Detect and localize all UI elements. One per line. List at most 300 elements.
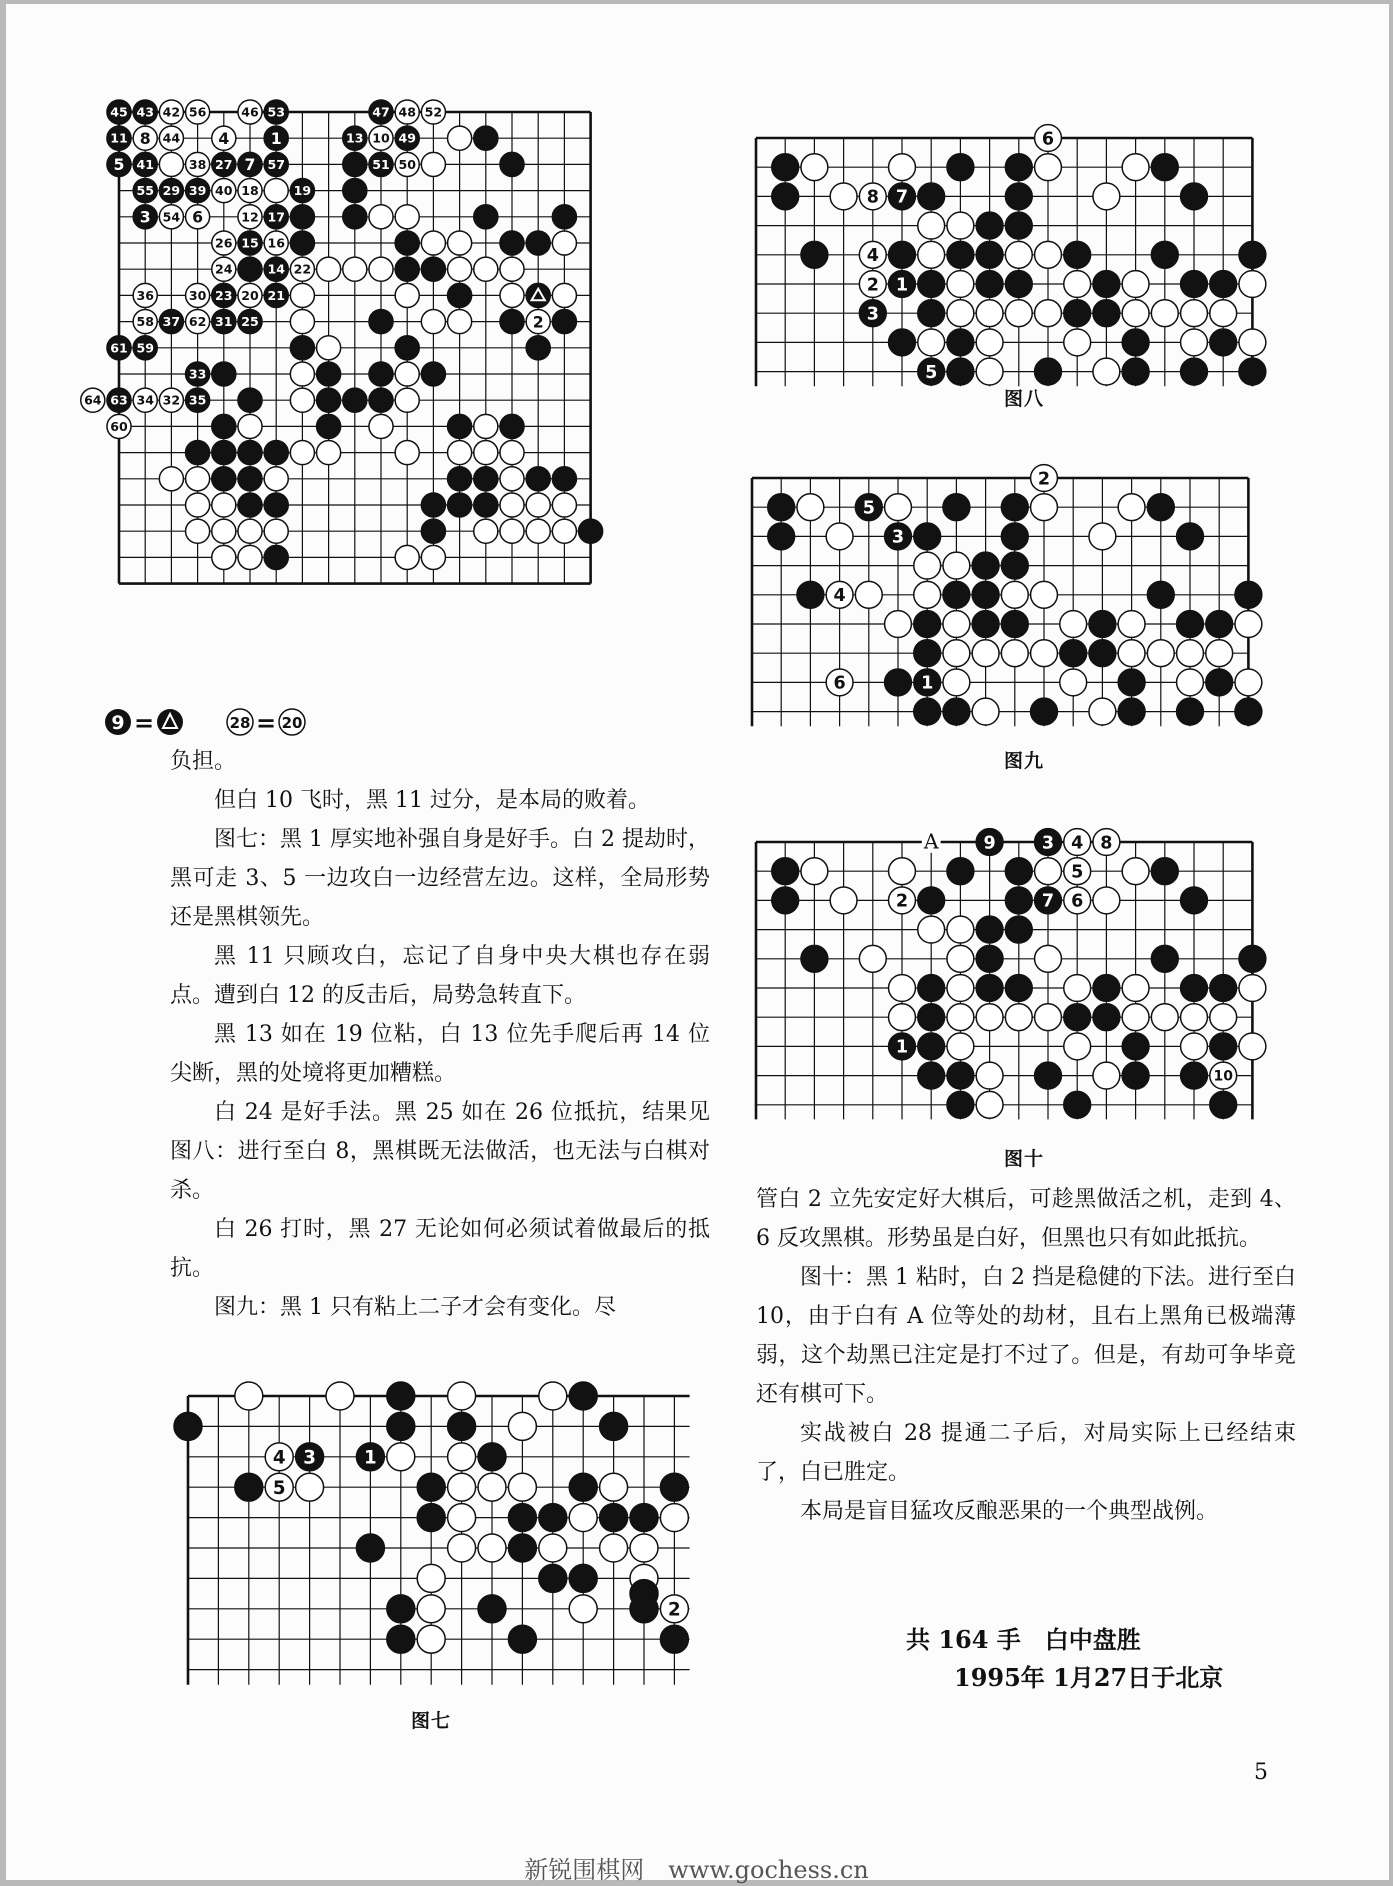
white-stone — [855, 581, 882, 608]
black-stone — [600, 1412, 628, 1440]
move-number: 6 — [1041, 129, 1055, 150]
white-stone — [1181, 1033, 1208, 1060]
black-stone — [1181, 183, 1208, 210]
move-number: 24 — [215, 261, 233, 277]
black-stone — [976, 916, 1003, 943]
white-stone — [1093, 183, 1120, 210]
move-number: 51 — [372, 156, 390, 172]
move-number: 19 — [293, 183, 312, 199]
white-stone — [976, 300, 1003, 327]
white-stone — [508, 1412, 536, 1440]
black-stone — [1005, 975, 1032, 1002]
black-stone — [1210, 1091, 1237, 1118]
black-stone — [660, 1625, 688, 1653]
move-number: 41 — [136, 156, 154, 172]
move-number: 25 — [241, 314, 259, 330]
move-number: 29 — [162, 183, 181, 199]
black-stone — [1093, 300, 1120, 327]
black-stone — [448, 414, 472, 438]
white-stone — [264, 467, 288, 491]
move-number: 1 — [895, 1037, 909, 1058]
white-stone — [290, 283, 314, 307]
white-stone — [1060, 669, 1087, 696]
black-stone — [1035, 1062, 1062, 1089]
black-stone — [421, 493, 445, 517]
move-number: 39 — [188, 183, 207, 199]
black-stone — [1064, 241, 1091, 268]
black-stone — [1035, 358, 1062, 385]
move-number: 45 — [110, 104, 128, 120]
left-column-text — [170, 742, 710, 1327]
black-stone — [387, 1625, 415, 1653]
black-stone — [526, 336, 550, 360]
black-stone — [918, 887, 945, 914]
black-stone — [238, 493, 262, 517]
white-stone — [395, 205, 419, 229]
white-stone — [264, 179, 288, 203]
white-stone — [238, 545, 262, 569]
black-stone — [1089, 640, 1116, 667]
black-stone — [947, 358, 974, 385]
white-stone — [947, 916, 974, 943]
black-stone — [369, 362, 393, 386]
black-stone — [1005, 212, 1032, 239]
white-stone — [889, 1004, 916, 1031]
move-number: 60 — [110, 418, 128, 434]
move-number: 7 — [1041, 891, 1055, 912]
move-number: 20 — [241, 287, 259, 303]
black-stone — [508, 1534, 536, 1562]
white-stone — [569, 1504, 597, 1532]
black-stone — [421, 519, 445, 543]
move-number: 61 — [110, 340, 128, 356]
white-stone — [660, 1504, 688, 1532]
white-stone — [885, 494, 912, 521]
white-stone — [1035, 1004, 1062, 1031]
move-number: 46 — [241, 104, 259, 120]
move-number: 8 — [139, 128, 151, 148]
black-stone — [1001, 611, 1028, 638]
black-stone — [1210, 1033, 1237, 1060]
black-stone — [947, 1091, 974, 1118]
white-stone — [159, 467, 183, 491]
white-stone — [947, 1033, 974, 1060]
black-stone — [1181, 1062, 1208, 1089]
white-stone — [1035, 300, 1062, 327]
white-stone — [1064, 271, 1091, 298]
white-stone — [1093, 887, 1120, 914]
black-stone — [526, 467, 550, 491]
white-stone — [500, 493, 524, 517]
black-stone — [448, 467, 472, 491]
black-stone — [1235, 698, 1262, 725]
white-stone — [1181, 300, 1208, 327]
black-stone — [1093, 1004, 1120, 1031]
black-stone — [1206, 669, 1233, 696]
white-stone — [317, 336, 341, 360]
black-stone — [1005, 271, 1032, 298]
white-stone — [830, 183, 857, 210]
fig10-caption: 图十 — [1004, 1148, 1045, 1170]
black-stone — [1031, 698, 1058, 725]
black-stone — [474, 493, 498, 517]
white-stone — [1060, 611, 1087, 638]
white-stone — [1118, 640, 1145, 667]
fig9-caption: 图九 — [1004, 750, 1045, 772]
white-stone — [500, 441, 524, 465]
black-stone — [1181, 975, 1208, 1002]
black-stone — [947, 329, 974, 356]
black-stone — [1122, 1033, 1149, 1060]
white-stone — [508, 1473, 536, 1501]
black-stone — [569, 1473, 597, 1501]
black-stone — [264, 493, 288, 517]
white-stone — [317, 257, 341, 281]
white-stone — [478, 1534, 506, 1562]
black-stone — [238, 257, 262, 281]
black-stone — [212, 414, 236, 438]
black-stone — [500, 231, 524, 255]
black-stone — [526, 231, 550, 255]
black-stone — [395, 257, 419, 281]
paragraph: 但白 10 飞时，黑 11 过分，是本局的败着。 — [214, 788, 650, 813]
white-stone — [448, 126, 472, 150]
black-stone — [1005, 916, 1032, 943]
black-stone — [972, 611, 999, 638]
black-stone — [395, 231, 419, 255]
move-number: 9 — [111, 712, 125, 734]
black-stone — [1239, 358, 1266, 385]
white-stone — [1035, 858, 1062, 885]
white-stone — [421, 152, 445, 176]
white-stone — [885, 611, 912, 638]
move-number: 56 — [188, 104, 207, 120]
white-stone — [421, 310, 445, 334]
move-number: 10 — [1213, 1068, 1233, 1085]
white-stone — [395, 545, 419, 569]
black-stone — [1239, 945, 1266, 972]
white-stone — [395, 441, 419, 465]
move-number: 28 — [229, 714, 251, 732]
black-stone — [976, 945, 1003, 972]
move-number: 5 — [1071, 862, 1084, 883]
black-stone — [1151, 154, 1178, 181]
white-stone — [1122, 300, 1149, 327]
black-stone — [1210, 975, 1237, 1002]
black-stone — [1181, 271, 1208, 298]
move-number: 47 — [372, 104, 390, 120]
black-stone — [1005, 183, 1032, 210]
black-stone — [889, 241, 916, 268]
white-stone — [1064, 1033, 1091, 1060]
black-stone — [343, 388, 367, 412]
move-number: 6 — [1071, 891, 1084, 912]
white-stone — [947, 1004, 974, 1031]
white-stone — [918, 241, 945, 268]
white-stone — [1093, 1062, 1120, 1089]
move-number: 53 — [267, 104, 285, 120]
white-stone — [1239, 1033, 1266, 1060]
move-number: 58 — [136, 314, 154, 330]
white-stone — [552, 283, 576, 307]
move-number: 7 — [895, 187, 909, 208]
black-stone — [508, 1625, 536, 1653]
white-stone — [474, 519, 498, 543]
white-stone — [539, 1534, 567, 1562]
white-stone — [186, 467, 210, 491]
white-stone — [630, 1534, 658, 1562]
move-number: 62 — [188, 314, 207, 330]
white-stone — [1235, 669, 1262, 696]
black-stone — [478, 1595, 506, 1623]
white-stone — [552, 519, 576, 543]
white-stone — [976, 1004, 1003, 1031]
black-stone — [387, 1382, 415, 1410]
white-stone — [1235, 611, 1262, 638]
white-stone — [1151, 300, 1178, 327]
white-stone — [1122, 154, 1149, 181]
white-stone — [448, 1504, 476, 1532]
white-stone — [1035, 154, 1062, 181]
move-number: 4 — [833, 586, 846, 607]
white-stone — [1064, 975, 1091, 1002]
white-stone — [186, 493, 210, 517]
move-number: 6 — [833, 673, 846, 694]
black-stone — [1122, 329, 1149, 356]
black-stone — [387, 1412, 415, 1440]
black-stone — [212, 362, 236, 386]
black-stone — [889, 329, 916, 356]
fig8-caption: 图八 — [1004, 388, 1045, 410]
paragraph: 图九：黑 1 只有粘上二子才会有变化。尽 — [214, 1295, 616, 1320]
white-stone — [1118, 494, 1145, 521]
move-number: 11 — [110, 130, 128, 146]
move-number: 33 — [188, 366, 207, 382]
black-stone — [918, 975, 945, 1002]
paragraph: 黑 13 如在 19 位粘，白 13 位先手爬后再 14 位尖断，黑的处境将更加糟糕。 — [170, 1022, 710, 1086]
black-stone — [500, 152, 524, 176]
black-stone — [387, 1595, 415, 1623]
white-stone — [1005, 300, 1032, 327]
white-stone — [1031, 640, 1058, 667]
black-stone — [356, 1534, 384, 1562]
white-stone — [943, 669, 970, 696]
move-number: 1 — [895, 275, 909, 296]
white-stone — [1035, 945, 1062, 972]
move-number: 1 — [270, 128, 282, 148]
black-stone — [947, 241, 974, 268]
paragraph: 白 24 是好手法。黑 25 如在 26 位抵抗，结果见图八：进行至白 8，黑棋既无法做活，也无法与白棋对杀。 — [170, 1100, 710, 1203]
black-stone — [1151, 241, 1178, 268]
white-stone — [889, 975, 916, 1002]
white-stone — [296, 1473, 324, 1501]
white-stone — [947, 300, 974, 327]
black-stone — [976, 271, 1003, 298]
white-stone — [238, 414, 262, 438]
white-stone — [1147, 640, 1174, 667]
move-number: 9 — [983, 833, 996, 854]
white-stone — [1035, 241, 1062, 268]
move-number: 4 — [218, 128, 230, 148]
black-stone — [343, 152, 367, 176]
fig7-caption: 图七 — [411, 1710, 452, 1732]
move-number: 48 — [398, 104, 416, 120]
point-label-a: A — [923, 829, 939, 854]
white-stone — [235, 1382, 263, 1410]
move-number: 34 — [136, 392, 154, 408]
move-number: 15 — [241, 235, 259, 251]
move-number: 55 — [136, 183, 154, 199]
white-stone — [569, 1595, 597, 1623]
white-stone — [947, 975, 974, 1002]
black-stone — [943, 698, 970, 725]
board-grid — [756, 138, 1252, 386]
white-stone — [1239, 271, 1266, 298]
white-stone — [421, 545, 445, 569]
black-stone — [212, 441, 236, 465]
white-stone — [526, 493, 550, 517]
white-stone — [1031, 581, 1058, 608]
white-stone — [1089, 698, 1116, 725]
black-stone — [918, 1033, 945, 1060]
black-stone — [212, 467, 236, 491]
white-stone — [918, 329, 945, 356]
black-stone — [417, 1504, 445, 1532]
white-stone — [264, 519, 288, 543]
move-number: 5 — [925, 362, 938, 383]
black-stone — [1177, 611, 1204, 638]
white-stone — [1181, 329, 1208, 356]
black-stone — [1005, 154, 1032, 181]
black-stone — [552, 467, 576, 491]
black-stone — [1147, 494, 1174, 521]
move-number: 2 — [866, 275, 879, 296]
black-stone — [448, 283, 472, 307]
black-stone — [1118, 669, 1145, 696]
black-stone — [772, 154, 799, 181]
move-number: 26 — [215, 235, 233, 251]
move-number: 21 — [267, 287, 285, 303]
white-stone — [918, 916, 945, 943]
move-number: 12 — [241, 209, 259, 225]
white-stone — [478, 1473, 506, 1501]
white-stone — [797, 494, 824, 521]
white-stone — [1210, 1004, 1237, 1031]
white-stone — [1177, 640, 1204, 667]
black-stone — [943, 581, 970, 608]
move-number: 17 — [267, 209, 285, 225]
white-stone — [417, 1625, 445, 1653]
black-stone — [317, 388, 341, 412]
black-stone — [421, 257, 445, 281]
white-stone — [474, 414, 498, 438]
white-stone — [976, 1091, 1003, 1118]
white-stone — [500, 519, 524, 543]
black-stone — [1147, 581, 1174, 608]
white-stone — [889, 858, 916, 885]
black-stone — [801, 945, 828, 972]
white-stone — [1122, 975, 1149, 1002]
watermark: 新锐围棋网 www.gochess.cn — [524, 1856, 869, 1884]
black-stone — [317, 362, 341, 386]
white-stone — [1239, 975, 1266, 1002]
black-stone — [1001, 494, 1028, 521]
move-number: 16 — [267, 235, 285, 251]
move-number: 38 — [188, 156, 207, 172]
black-stone — [1239, 241, 1266, 268]
move-number: 3 — [866, 304, 879, 325]
black-stone — [478, 1443, 506, 1471]
white-stone — [238, 519, 262, 543]
diagram-fig8 — [752, 104, 1272, 383]
move-number: 10 — [372, 130, 390, 146]
white-stone — [448, 257, 472, 281]
equivalence-svg — [102, 704, 332, 740]
move-number: 57 — [267, 156, 285, 172]
black-stone — [630, 1504, 658, 1532]
white-stone — [552, 231, 576, 255]
diagram-main — [84, 96, 682, 686]
black-stone — [772, 887, 799, 914]
white-stone — [417, 1595, 445, 1623]
white-stone — [1122, 1004, 1149, 1031]
white-stone — [212, 545, 236, 569]
white-stone — [395, 362, 419, 386]
white-stone — [1239, 329, 1266, 356]
white-stone — [918, 212, 945, 239]
white-stone — [448, 1534, 476, 1562]
black-stone — [947, 154, 974, 181]
black-stone — [474, 467, 498, 491]
black-stone — [1005, 887, 1032, 914]
black-stone — [972, 581, 999, 608]
black-stone — [417, 1473, 445, 1501]
diagram-fig9 — [748, 450, 1264, 725]
black-stone — [772, 183, 799, 210]
black-stone — [1122, 1062, 1149, 1089]
move-number: 4 — [866, 246, 879, 267]
black-stone — [290, 336, 314, 360]
black-stone — [448, 1412, 476, 1440]
white-stone — [448, 1443, 476, 1471]
white-stone — [448, 231, 472, 255]
white-stone — [186, 519, 210, 543]
black-stone — [474, 205, 498, 229]
black-stone — [290, 205, 314, 229]
move-number: 14 — [267, 261, 285, 277]
black-stone — [768, 523, 795, 550]
black-stone — [1181, 887, 1208, 914]
diagram-fig10 — [752, 812, 1272, 1117]
game-date: 1995年 1月27日于北京 — [954, 1663, 1224, 1692]
black-stone — [801, 241, 828, 268]
move-number: 8 — [866, 187, 879, 208]
white-stone — [474, 257, 498, 281]
white-stone — [500, 257, 524, 281]
black-stone — [1064, 1091, 1091, 1118]
black-stone — [343, 179, 367, 203]
paragraph: 白 26 打时，黑 27 无论如何必须试着做最后的抵抗。 — [170, 1217, 710, 1281]
paragraph: 图十：黑 1 粘时，白 2 挡是稳健的下法。进行至白 10，由于白有 A 位等处的劫材，且右上黑角已极端薄弱，这个劫黑已注定是打不过了。但是，有劫可争毕竟还有棋可下。 — [756, 1265, 1296, 1407]
white-stone — [159, 152, 183, 176]
white-stone — [914, 581, 941, 608]
black-stone — [918, 1004, 945, 1031]
white-stone — [600, 1473, 628, 1501]
black-stone — [1001, 552, 1028, 579]
move-number: 3 — [1041, 833, 1055, 854]
black-stone — [448, 493, 472, 517]
white-stone — [395, 388, 419, 412]
